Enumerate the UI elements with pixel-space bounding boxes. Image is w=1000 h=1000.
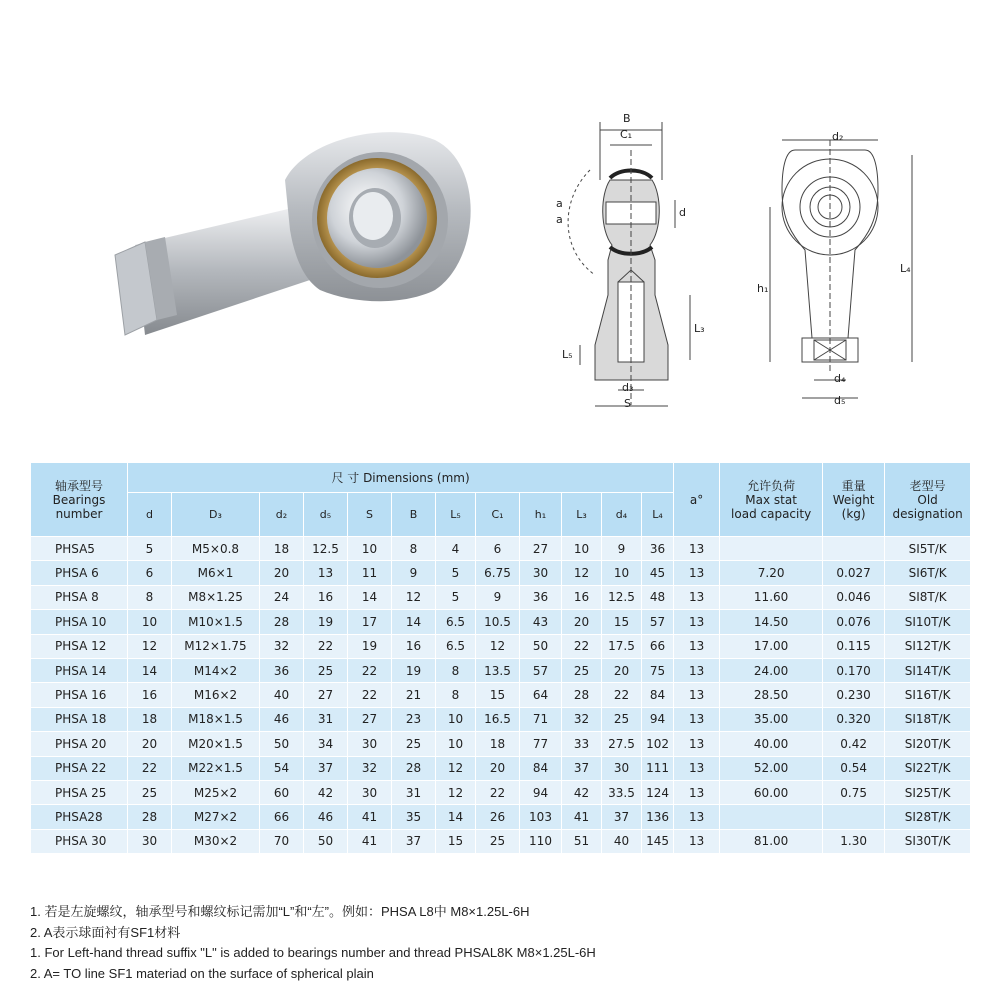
table-cell: 18 [476,732,520,756]
rod-end-photo [105,120,485,350]
table-cell: M12×1.75 [172,634,260,658]
bearing-number-cell: PHSA 20 [31,732,128,756]
table-cell: 111 [642,756,674,780]
table-cell: 16 [304,585,348,609]
table-cell: 28.50 [720,683,823,707]
table-cell: 27 [520,537,562,561]
table-row [31,658,971,682]
table-cell: 37 [562,756,602,780]
table-cell: 0.42 [823,732,885,756]
table-row [31,756,971,780]
table-cell: 10 [128,610,172,634]
table-cell: 14 [128,658,172,682]
table-cell: 32 [260,634,304,658]
technical-drawing [540,110,980,420]
table-cell: 12 [476,634,520,658]
table-cell: SI10T/K [885,610,971,634]
table-cell: 15 [436,829,476,853]
table-cell: 9 [392,561,436,585]
table-cell: 0.076 [823,610,885,634]
table-cell: 41 [348,805,392,829]
table-row [31,829,971,853]
table-cell: 124 [642,780,674,804]
bearing-number-cell: PHSA 8 [31,585,128,609]
table-row [31,805,971,829]
table-row [31,634,971,658]
table-cell: 5 [436,585,476,609]
table-cell: 13 [674,805,720,829]
weight-en-1: Weight [832,492,875,507]
table-cell: 25 [602,707,642,731]
dimension-subheader-cell: d [128,493,172,537]
table-cell: 6 [128,561,172,585]
table-cell: SI5T/K [885,537,971,561]
col-header-bearing [31,463,128,537]
dimension-subheader-cell: L₄ [642,493,674,537]
table-cell: 23 [392,707,436,731]
table-cell: 16.5 [476,707,520,731]
bearing-number-cell: PHSA 22 [31,756,128,780]
table-cell: 71 [520,707,562,731]
table-cell: 4 [436,537,476,561]
table-cell [720,537,823,561]
table-row [31,561,971,585]
table-cell: 11.60 [720,585,823,609]
table-cell: 13 [674,537,720,561]
table-cell: 14.50 [720,610,823,634]
table-cell: 15 [602,610,642,634]
table-cell: M10×1.5 [172,610,260,634]
dim-label-d3: d₃ [622,381,634,394]
table-cell: 84 [520,756,562,780]
table-cell: 10 [562,537,602,561]
table-cell: 0.54 [823,756,885,780]
notes [30,902,970,984]
table-cell: 1.30 [823,829,885,853]
table-cell: 70 [260,829,304,853]
table-cell: 35.00 [720,707,823,731]
load-cn: 允许负荷 [747,478,796,493]
table-cell: 30 [348,780,392,804]
table-cell: 30 [348,732,392,756]
table-cell: 13 [304,561,348,585]
dim-label-h1: h₁ [757,282,769,295]
table-cell: 22 [562,634,602,658]
table-cell: 9 [602,537,642,561]
table-cell: 27.5 [602,732,642,756]
table-cell: M14×2 [172,658,260,682]
table-cell: 28 [128,805,172,829]
table-cell: 20 [260,561,304,585]
table-cell: 94 [642,707,674,731]
table-cell: 15 [476,683,520,707]
bearing-number-cell: PHSA5 [31,537,128,561]
table-cell: 12 [562,561,602,585]
table-cell: 33 [562,732,602,756]
table-cell: 13 [674,829,720,853]
table-cell: 0.046 [823,585,885,609]
table-cell: 31 [304,707,348,731]
table-cell: 9 [476,585,520,609]
table-cell: 8 [436,658,476,682]
table-cell: 35 [392,805,436,829]
bearing-cn: 轴承型号 [54,478,103,493]
table-cell [720,805,823,829]
dim-label-a-2: a [556,213,563,226]
dim-label-d: d [679,206,686,219]
table-cell: 41 [562,805,602,829]
table-cell: 6 [476,537,520,561]
table-cell: M5×0.8 [172,537,260,561]
bearing-en-2: number [55,506,103,521]
weight-en-2: (kg) [841,506,866,521]
col-header-dimensions: 尺 寸 Dimensions (mm) [128,463,674,493]
table-cell: 22 [602,683,642,707]
table-cell: 51 [562,829,602,853]
table-cell: 10 [436,707,476,731]
table-cell: M27×2 [172,805,260,829]
dim-label-d2: d₂ [832,130,844,143]
table-cell: SI12T/K [885,634,971,658]
table-cell: 75 [642,658,674,682]
table-cell: 5 [436,561,476,585]
table-cell: 17 [348,610,392,634]
table-cell: 13 [674,561,720,585]
table-cell: 32 [348,756,392,780]
note-1-cn: 1. 若是左旋螺纹，轴承型号和螺纹标记需加“L”和“左”。例如：PHSA L8中 M8×1.25L-6H [30,904,530,919]
table-cell: 13 [674,585,720,609]
table-cell: 77 [520,732,562,756]
table-cell: 33.5 [602,780,642,804]
table-cell: 0.170 [823,658,885,682]
table-cell: 10 [602,561,642,585]
table-cell: 37 [392,829,436,853]
table-cell: 30 [602,756,642,780]
table-cell: 102 [642,732,674,756]
table-cell: 32 [562,707,602,731]
table-cell: 43 [520,610,562,634]
table-cell: 60.00 [720,780,823,804]
table-cell: 8 [392,537,436,561]
table-cell: 46 [304,805,348,829]
dimension-subheader-cell: D₃ [172,493,260,537]
table-cell: 22 [304,634,348,658]
table-cell: 42 [304,780,348,804]
table-cell: 19 [348,634,392,658]
table-cell: 36 [520,585,562,609]
table-row [31,732,971,756]
table-cell: 13 [674,610,720,634]
table-cell: 6.75 [476,561,520,585]
spec-table-body [31,537,971,854]
table-cell: 22 [128,756,172,780]
dimension-subheader-cell: d₄ [602,493,642,537]
table-cell: 48 [642,585,674,609]
note-2-cn: 2. A表示球面衬有SF1材料 [30,924,181,940]
table-cell: 30 [128,829,172,853]
table-cell: 57 [642,610,674,634]
table-cell: 20 [562,610,602,634]
table-cell: 28 [562,683,602,707]
table-cell: 27 [348,707,392,731]
table-cell: 28 [392,756,436,780]
table-cell: 25 [562,658,602,682]
table-cell: 22 [348,683,392,707]
dim-label-d5: d₅ [834,394,846,407]
table-cell: 17.00 [720,634,823,658]
table-cell: 25 [476,829,520,853]
front-view-drawing [770,140,912,398]
dim-label-L4: L₄ [900,262,911,275]
bearing-number-cell: PHSA 14 [31,658,128,682]
table-cell: 12 [436,756,476,780]
table-cell: M22×1.5 [172,756,260,780]
table-cell: 18 [260,537,304,561]
dim-label-a-1: a [556,197,563,210]
dim-label-d4: d₄ [834,372,846,385]
load-en-1: Max stat [745,492,797,507]
table-cell: 10.5 [476,610,520,634]
table-cell: 13 [674,683,720,707]
dim-label-L3: L₃ [694,322,705,335]
table-cell: 20 [602,658,642,682]
note-2-en: 2. A= TO line SF1 materiad on the surface of spherical plain [30,965,374,981]
table-cell: 21 [392,683,436,707]
table-cell: 16 [562,585,602,609]
old-en-1: Old [917,492,938,507]
table-cell: 0.230 [823,683,885,707]
table-cell: 145 [642,829,674,853]
table-cell: M18×1.5 [172,707,260,731]
table-cell: 31 [392,780,436,804]
table-cell: 12 [436,780,476,804]
table-row [31,780,971,804]
table-cell [823,805,885,829]
table-cell: 60 [260,780,304,804]
table-cell: 20 [128,732,172,756]
table-cell: 37 [602,805,642,829]
table-cell: 19 [392,658,436,682]
table-cell: 12.5 [304,537,348,561]
table-cell: 8 [436,683,476,707]
table-row [31,683,971,707]
table-cell: 16 [392,634,436,658]
table-cell: SI25T/K [885,780,971,804]
table-cell: 66 [260,805,304,829]
col-header-angle: a° [674,463,720,537]
table-row [31,537,971,561]
table-cell: 17.5 [602,634,642,658]
dimension-subheader-cell: h₁ [520,493,562,537]
table-cell: SI22T/K [885,756,971,780]
dimension-subheader-cell: d₂ [260,493,304,537]
dim-label-C1: C₁ [620,128,633,141]
table-cell: 26 [476,805,520,829]
side-view-drawing [568,122,690,406]
table-cell: 27 [304,683,348,707]
table-cell: 52.00 [720,756,823,780]
table-cell [823,537,885,561]
table-row [31,585,971,609]
table-cell: 12 [128,634,172,658]
table-cell: M20×1.5 [172,732,260,756]
table-cell: 36 [260,658,304,682]
table-cell: 6.5 [436,634,476,658]
table-cell: 66 [642,634,674,658]
table-cell: SI6T/K [885,561,971,585]
table-cell: 13.5 [476,658,520,682]
table-cell: SI14T/K [885,658,971,682]
table-cell: 37 [304,756,348,780]
table-cell: 50 [304,829,348,853]
table-cell: 50 [520,634,562,658]
table-cell: 46 [260,707,304,731]
bearing-number-cell: PHSA 10 [31,610,128,634]
table-cell: 22 [476,780,520,804]
dimension-subheader-cell: L₃ [562,493,602,537]
table-cell: 103 [520,805,562,829]
table-row [31,610,971,634]
bearing-number-cell: PHSA 18 [31,707,128,731]
table-cell: 13 [674,634,720,658]
bearing-number-cell: PHSA 30 [31,829,128,853]
weight-cn: 重量 [841,478,866,493]
table-cell: 16 [128,683,172,707]
table-cell: 24 [260,585,304,609]
table-cell: 28 [260,610,304,634]
table-cell: SI16T/K [885,683,971,707]
table-cell: 0.027 [823,561,885,585]
table-cell: 12 [392,585,436,609]
table-cell: 0.115 [823,634,885,658]
table-cell: 30 [520,561,562,585]
table-cell: 94 [520,780,562,804]
table-cell: 40 [602,829,642,853]
table-cell: 41 [348,829,392,853]
table-cell: M25×2 [172,780,260,804]
table-cell: SI18T/K [885,707,971,731]
table-cell: 0.75 [823,780,885,804]
table-cell: 25 [392,732,436,756]
note-1-en: 1. For Left-hand thread suffix "L" is added to bearings number and thread PHSAL8K M8×1.25L-6H [30,945,596,960]
table-cell: 36 [642,537,674,561]
table-row [31,707,971,731]
table-cell: 84 [642,683,674,707]
dimension-subheader-cell: C₁ [476,493,520,537]
table-cell: 64 [520,683,562,707]
old-cn: 老型号 [909,478,946,493]
table-cell: 24.00 [720,658,823,682]
col-header-weight [823,463,885,537]
table-cell: 8 [128,585,172,609]
table-cell: M16×2 [172,683,260,707]
bearing-number-cell: PHSA 25 [31,780,128,804]
table-cell: 7.20 [720,561,823,585]
table-cell: 57 [520,658,562,682]
bearing-number-cell: PHSA 12 [31,634,128,658]
table-cell: 20 [476,756,520,780]
bearing-number-cell: PHSA 16 [31,683,128,707]
table-cell: 34 [304,732,348,756]
table-cell: 14 [436,805,476,829]
table-cell: 10 [436,732,476,756]
table-cell: 136 [642,805,674,829]
table-cell: 45 [642,561,674,585]
dimension-subheader-cell: S [348,493,392,537]
table-cell: 42 [562,780,602,804]
table-cell: M30×2 [172,829,260,853]
table-cell: 14 [348,585,392,609]
table-cell: SI28T/K [885,805,971,829]
table-cell: 0.320 [823,707,885,731]
table-cell: 13 [674,658,720,682]
bearing-en-1: Bearings [52,492,106,507]
table-cell: 18 [128,707,172,731]
dim-label-S: S [624,397,631,410]
old-en-2: designation [892,506,963,521]
table-cell: M8×1.25 [172,585,260,609]
product-illustration-area [0,0,1000,455]
table-cell: 6.5 [436,610,476,634]
dimension-subheader-cell: d₅ [304,493,348,537]
table-cell: 25 [128,780,172,804]
table-cell: 54 [260,756,304,780]
table-cell: 50 [260,732,304,756]
table-cell: 13 [674,732,720,756]
col-header-load [720,463,823,537]
spec-table [30,462,971,854]
table-cell: M6×1 [172,561,260,585]
table-cell: 25 [304,658,348,682]
table-cell: 12.5 [602,585,642,609]
table-cell: 81.00 [720,829,823,853]
table-cell: SI20T/K [885,732,971,756]
table-cell: 40 [260,683,304,707]
bearing-number-cell: PHSA 6 [31,561,128,585]
table-cell: SI30T/K [885,829,971,853]
table-cell: 19 [304,610,348,634]
table-cell: 5 [128,537,172,561]
table-cell: 22 [348,658,392,682]
dimension-subheader-cell: L₅ [436,493,476,537]
table-cell: 14 [392,610,436,634]
table-cell: 13 [674,707,720,731]
bearing-number-cell: PHSA28 [31,805,128,829]
table-cell: 13 [674,780,720,804]
col-header-old [885,463,971,537]
dim-label-L5: L₅ [562,348,573,361]
table-cell: 110 [520,829,562,853]
table-cell: 40.00 [720,732,823,756]
dim-label-B: B [623,112,631,125]
table-cell: SI8T/K [885,585,971,609]
table-cell: 11 [348,561,392,585]
dimension-subheader-cell: B [392,493,436,537]
table-cell: 13 [674,756,720,780]
load-en-2: load capacity [731,506,812,521]
table-cell: 10 [348,537,392,561]
